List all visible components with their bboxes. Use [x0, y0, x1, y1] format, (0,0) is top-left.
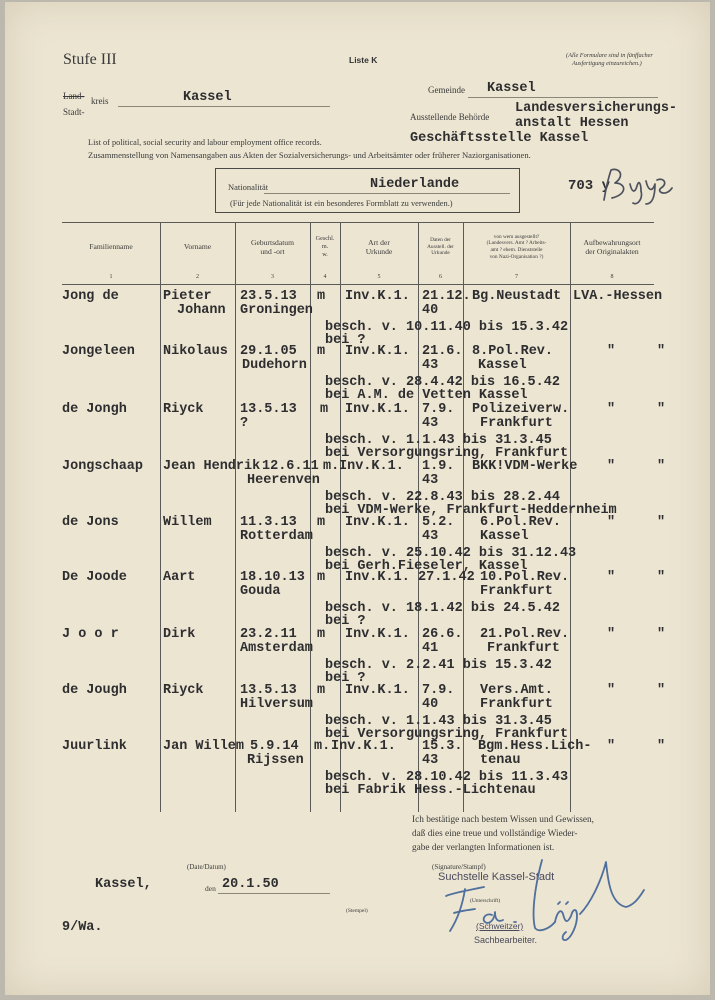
table-row	[0, 290, 715, 348]
issued-by: Polizeiverw.	[472, 402, 570, 417]
document-type: Inv.K.1.	[345, 570, 410, 585]
surname: Jongeleen	[62, 344, 135, 359]
column-header-document-date	[418, 224, 463, 270]
column-header-line: w.	[322, 250, 328, 258]
column-header-line: m.	[321, 243, 329, 251]
issuing-authority-line: Geschäftsstelle Kassel	[410, 131, 589, 146]
ditto-mark: "	[607, 683, 616, 698]
document-date: 40	[422, 303, 439, 318]
sex: m.	[314, 739, 331, 754]
issued-by: 8.Pol.Rev.	[472, 344, 554, 359]
submission-note-line: Ausfertigung einzureichen.)	[572, 60, 642, 67]
issued-by: Kassel	[480, 529, 529, 544]
submission-note-line: (Alle Formulare sind in fünffacher	[566, 52, 653, 59]
district-prefix-stadt: Stadt-	[63, 107, 85, 117]
column-header-line: Aufbewahrungsort	[583, 237, 641, 247]
issued-by: tenau	[480, 753, 521, 768]
list-label: Liste K	[349, 55, 378, 65]
employer: bei Fabrik Hess.-Lichtenau	[325, 783, 536, 798]
sex: m	[317, 515, 326, 530]
surname: de Jough	[62, 683, 127, 698]
document-date: 43	[422, 473, 439, 488]
column-number: 6	[439, 274, 442, 280]
nationality-value: Niederlande	[370, 177, 460, 192]
municipality-label: Gemeinde	[428, 85, 465, 95]
first-name: Aart	[163, 570, 196, 585]
district-prefix-land: Land-	[63, 91, 85, 101]
sex: m	[317, 289, 326, 304]
date-prefix: den	[205, 884, 216, 893]
column-number: 8	[610, 274, 614, 280]
column-number: 4	[323, 274, 327, 280]
column-number: 3	[271, 274, 274, 280]
first-name: Pieter	[163, 289, 212, 304]
signing-place: Kassel,	[95, 877, 152, 892]
employment-period: besch. v. 18.1.42 bis 24.5.42	[325, 601, 560, 616]
form-title-english: List of political, social security and labour employment office records.	[88, 138, 322, 147]
first-name: Willem	[163, 515, 212, 530]
employment-period: besch. v. 2.2.41 bis 15.3.42	[325, 658, 552, 673]
office-stamp: Suchstelle Kassel-Stadt	[438, 871, 555, 883]
signer-role: Sachbearbeiter.	[474, 935, 538, 945]
ditto-mark: "	[607, 459, 616, 474]
column-number: 1	[109, 274, 113, 280]
employment-period: besch. v. 25.10.42 bis 31.12.43	[325, 546, 577, 561]
surname: de Jons	[62, 515, 119, 530]
table-row	[0, 460, 715, 518]
table-row	[0, 516, 715, 574]
ditto-mark: "	[607, 515, 616, 530]
birth-date: 13.5.13	[240, 402, 297, 417]
nationality-field-line	[264, 193, 510, 194]
date-field-line	[218, 893, 330, 894]
employer: bei Versorgungsring, Frankfurt	[325, 727, 569, 742]
district-field-line	[118, 106, 330, 107]
document-date: 41	[422, 641, 439, 656]
column-header-sex	[310, 224, 340, 270]
column-number: 5	[377, 274, 381, 280]
municipality-field-line	[468, 97, 658, 98]
employment-period: besch. v. 28.10.42 bis 11.3.43	[325, 770, 569, 785]
birth-place: ?	[240, 416, 249, 431]
document-type: Inv.K.1.	[339, 459, 404, 474]
document-date: 43	[422, 753, 439, 768]
issued-by: Bg.Neustadt	[472, 289, 562, 304]
birth-date: 23.2.11	[240, 627, 297, 642]
column-header-line: Vorname	[183, 242, 212, 252]
column-header-line: Urkunde	[431, 250, 450, 257]
ditto-mark: "	[607, 402, 616, 417]
issued-by: Bgm.Hess.Lich-	[478, 739, 592, 754]
table-row	[0, 684, 715, 742]
first-name: Johann	[177, 303, 226, 318]
table-row	[0, 345, 715, 403]
signature-label: (Signature/Stampf)	[432, 863, 486, 871]
column-number: 2	[196, 274, 199, 280]
column-header-surname	[62, 224, 160, 270]
ditto-mark: "	[657, 683, 666, 698]
certification-line: gabe der verlangten Informationen ist.	[412, 843, 555, 853]
surname: de Jongh	[62, 402, 127, 417]
document-date: 15.3.	[422, 739, 463, 754]
table-top-rule	[62, 222, 654, 223]
issued-by: Frankfurt	[480, 697, 553, 712]
surname: De Joode	[62, 570, 127, 585]
column-number: 7	[515, 274, 518, 280]
district-suffix: kreis	[91, 96, 109, 106]
column-header-archive	[570, 224, 654, 270]
ditto-mark: "	[657, 570, 666, 585]
birth-place: Amsterdam	[240, 641, 313, 656]
district-value: Kassel	[183, 90, 232, 105]
birth-date: 23.5.13	[240, 289, 297, 304]
column-header-line: von wem ausgestellt?	[493, 233, 540, 240]
ditto-mark: "	[657, 739, 666, 754]
surname: Juurlink	[62, 739, 127, 754]
document-date: 21.12.	[422, 289, 471, 304]
form-title-german: Zusammenstellung von Namensangaben aus Akten der Sozialversicherungs- und Arbeitsämter oder früherer Naziorganisationen.	[88, 150, 531, 160]
column-header-birth	[235, 224, 310, 270]
nationality-note: (Für jede Nationalität ist ein besonderes Formblatt zu verwenden.)	[230, 199, 453, 208]
ditto-mark: "	[657, 459, 666, 474]
column-header-issued-by	[463, 224, 570, 270]
column-header-line: (Landesvers. Amt ? Arbeits-	[486, 240, 547, 247]
document-type: Inv.K.1.	[331, 739, 396, 754]
employer: bei A.M. de Vetten Kassel	[325, 388, 528, 403]
first-name: Nikolaus	[163, 344, 228, 359]
sex: m	[317, 627, 326, 642]
issuing-authority-line: anstalt Hessen	[515, 116, 629, 131]
column-header-line: Geburtsdatum	[250, 237, 295, 247]
sex: m	[320, 402, 329, 417]
birth-place: Hilversum	[240, 697, 313, 712]
issued-by: Frankfurt	[480, 584, 553, 599]
ditto-mark: "	[607, 344, 616, 359]
first-name: Riyck	[163, 402, 204, 417]
certification-line: Ich bestätige nach bestem Wissen und Gewissen,	[412, 815, 594, 825]
ditto-mark: "	[657, 402, 666, 417]
issuing-authority-line: Landesversicherungs-	[515, 101, 678, 116]
document-type: Inv.K.1.	[345, 683, 410, 698]
table-row	[0, 740, 715, 798]
document-date: 43	[422, 358, 439, 373]
birth-date: 18.10.13	[240, 570, 305, 585]
sex: m	[317, 570, 326, 585]
document-date: 21.6.	[422, 344, 463, 359]
first-name: Dirk	[163, 627, 196, 642]
column-header-document-type	[340, 224, 418, 270]
issued-by: 10.Pol.Rev.	[480, 570, 570, 585]
employment-period: besch. v. 1.1.43 bis 31.3.45	[325, 714, 552, 729]
first-name: Jean Hendrik	[163, 459, 261, 474]
sex: m	[317, 344, 326, 359]
table-header-rule	[62, 284, 654, 285]
issued-by: Vers.Amt.	[480, 683, 553, 698]
document-date: 40	[422, 697, 439, 712]
handwritten-annotation	[596, 166, 676, 208]
document-date: 43	[422, 529, 439, 544]
nationality-box	[215, 168, 520, 213]
stage-label: Stufe III	[63, 51, 117, 68]
column-header-line: Daten der	[430, 237, 451, 244]
document-date: 26.6.	[422, 627, 463, 642]
employment-period: besch. v. 10.11.40 bis 15.3.42	[325, 320, 569, 335]
document-type: Inv.K.1.	[345, 289, 410, 304]
document-type: Inv.K.1.	[345, 344, 410, 359]
surname: J o o r	[62, 627, 119, 642]
issued-by: Frankfurt	[487, 641, 560, 656]
employment-period: besch. v. 28.4.42 bis 16.5.42	[325, 375, 560, 390]
ditto-mark: "	[657, 344, 666, 359]
column-header-line: von Nazi-Organisation ?)	[489, 253, 544, 260]
signature-caption: (Unterschrift)	[470, 898, 501, 904]
archive-location: LVA.-Hessen	[573, 289, 663, 304]
first-name: Riyck	[163, 683, 204, 698]
birth-date: 11.3.13	[240, 515, 297, 530]
employer: bei ?	[325, 614, 366, 629]
document-date: 5.2.	[422, 515, 455, 530]
table-row	[0, 628, 715, 686]
nationality-label: Nationalität	[228, 182, 269, 192]
document-date: 7.9.	[422, 683, 455, 698]
column-header-line: Urkunde	[365, 247, 393, 256]
column-header-line: Art der	[368, 237, 390, 247]
ditto-mark: "	[607, 570, 616, 585]
ditto-mark: "	[657, 515, 666, 530]
issued-by: Frankfurt	[480, 416, 553, 431]
birth-place: Dudehorn	[242, 358, 307, 373]
document-type: Inv.K.1.	[345, 627, 410, 642]
document-type: Inv.K.1.	[345, 402, 410, 417]
employer: bei Versorgungsring, Frankfurt	[325, 446, 569, 461]
issuing-authority-label: Ausstellende Behörde	[410, 112, 490, 122]
document-date: 27.1.42	[418, 570, 475, 585]
handwritten-signature	[430, 842, 650, 942]
column-header-line: Familienname	[89, 242, 133, 252]
column-header-line: Geschl.	[315, 235, 335, 243]
issued-by: BKK!VDM-Werke	[472, 459, 578, 474]
file-reference-number: 703 y	[568, 178, 611, 194]
ditto-mark: "	[607, 627, 616, 642]
first-name: Jan Willem	[163, 739, 245, 754]
date-label: (Date/Datum)	[187, 863, 226, 871]
municipality-value: Kassel	[487, 81, 536, 96]
birth-date: 29.1.05	[240, 344, 297, 359]
issued-by: 21.Pol.Rev.	[480, 627, 570, 642]
signer-name: (Schweitzer)	[476, 921, 524, 931]
table-row	[0, 571, 715, 629]
document-type: Inv.K.1.	[345, 515, 410, 530]
issued-by: 6.Pol.Rev.	[480, 515, 562, 530]
column-header-line: der Originalakten	[585, 247, 639, 256]
birth-place: Gouda	[240, 584, 281, 599]
ditto-mark: "	[657, 627, 666, 642]
column-header-first-name	[160, 224, 235, 270]
employer: bei VDM-Werke, Frankfurt-Heddernheim	[325, 503, 617, 518]
employment-period: besch. v. 1.1.43 bis 31.3.45	[325, 433, 552, 448]
document-date: 43	[422, 416, 439, 431]
issued-by: Kassel	[478, 358, 527, 373]
birth-place: Rotterdam	[240, 529, 313, 544]
birth-place: Heerenven	[247, 473, 320, 488]
signing-date: 20.1.50	[222, 877, 279, 892]
reference-initials: 9/Wa.	[62, 920, 103, 935]
employer: bei ?	[325, 333, 366, 348]
birth-place: Rijssen	[247, 753, 304, 768]
sex: m.	[323, 459, 340, 474]
birth-date: 5.9.14	[250, 739, 299, 754]
birth-place: Groningen	[240, 303, 313, 318]
birth-date: 12.6.11	[262, 459, 319, 474]
stamp-caption: (Stempel)	[346, 908, 368, 914]
employment-period: besch. v. 22.8.43 bis 28.2.44	[325, 490, 560, 505]
column-header-line: amt ? ehem. Dienststelle	[490, 247, 543, 253]
birth-date: 13.5.13	[240, 683, 297, 698]
employer: bei ?	[325, 671, 366, 686]
document-date: 7.9.	[422, 402, 455, 417]
table-row	[0, 403, 715, 461]
employer: bei Gerh.Fieseler, Kassel	[325, 559, 528, 574]
sex: m	[317, 683, 326, 698]
column-header-line: und -ort	[260, 247, 285, 256]
surname: Jong de	[62, 289, 119, 304]
ditto-mark: "	[607, 739, 616, 754]
certification-line: daß dies eine treue und vollständige Wieder-	[412, 829, 578, 839]
document-date: 1.9.	[422, 459, 455, 474]
column-header-line: Ausstell. der	[427, 243, 454, 250]
surname: Jongschaap	[62, 459, 144, 474]
